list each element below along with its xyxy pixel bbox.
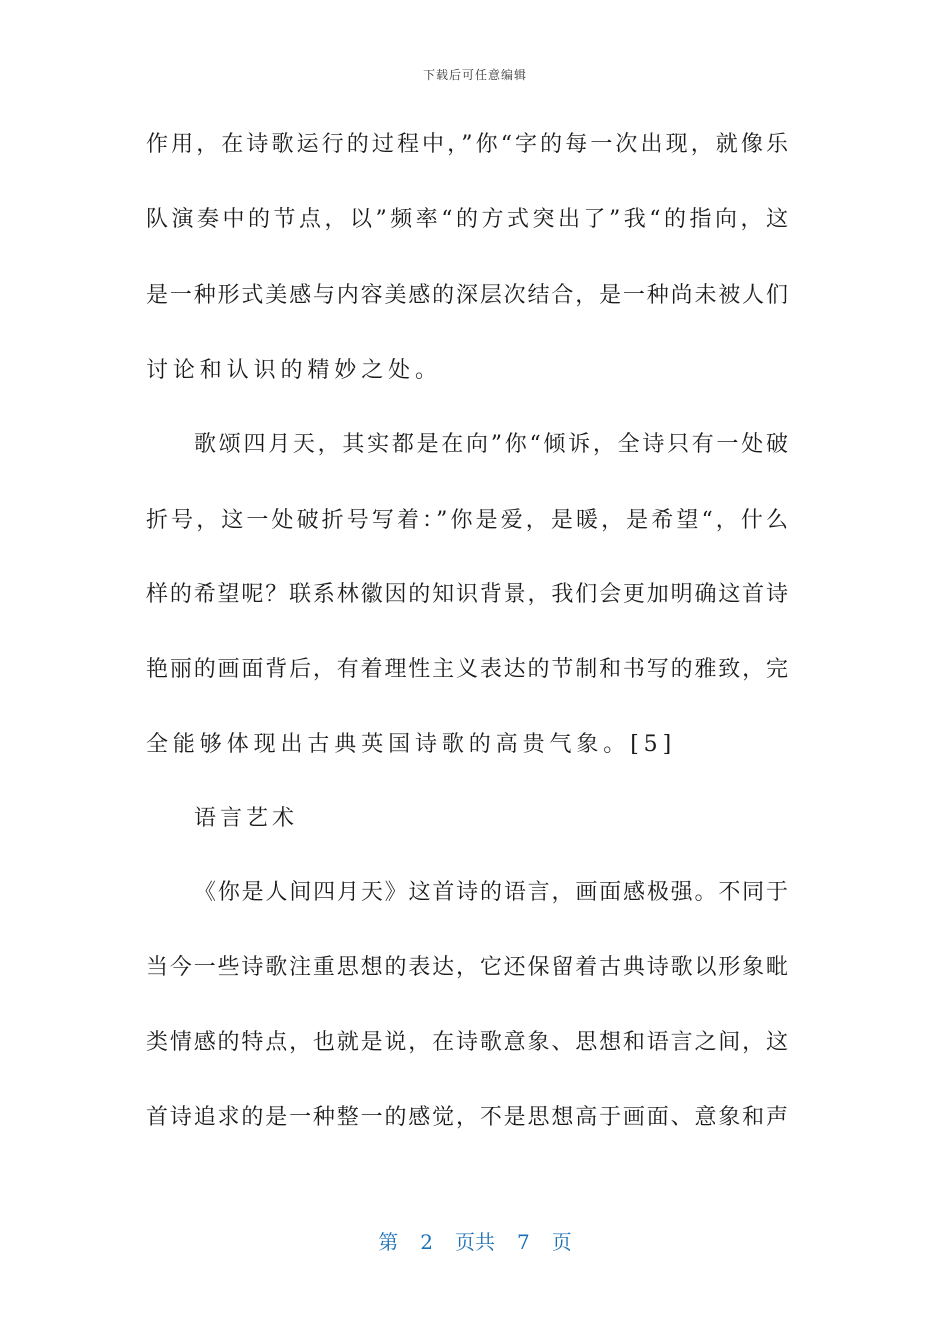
body-line: 歌颂四月天，其实都是在向”你“倾诉，全诗只有一处破	[194, 432, 788, 457]
body-line: 折号，这一处破折号写着：”你是爱，是暖，是希望“，什么	[146, 508, 788, 533]
body-line: 作用，在诗歌运行的过程中，”你“字的每一次出现，就像乐	[146, 132, 788, 157]
body-line: 类情感的特点，也就是说，在诗歌意象、思想和语言之间，这	[146, 1030, 788, 1055]
body-line: 是一种形式美感与内容美感的深层次结合，是一种尚未被人们	[146, 283, 788, 308]
section-heading: 语言艺术	[194, 806, 299, 831]
body-line: 艳丽的画面背后，有着理性主义表达的节制和书写的雅致，完	[146, 657, 788, 682]
page-number-footer	[0, 1226, 950, 1255]
current-page-number: 2	[420, 1230, 433, 1254]
header-note: 下载后可任意编辑	[422, 68, 527, 82]
body-line: 当今一些诗歌注重思想的表达，它还保留着古典诗歌以形象毗	[146, 955, 788, 980]
body-line: 队演奏中的节点，以”频率“的方式突出了”我“的指向，这	[146, 207, 788, 232]
page-label-prefix: 第	[378, 1230, 399, 1254]
body-line: 讨论和认识的精妙之处。	[146, 358, 442, 383]
body-line: 全能够体现出古典英国诗歌的高贵气象。[5]	[146, 732, 677, 757]
body-line: 样的希望呢？联系林徽因的知识背景，我们会更加明确这首诗	[146, 582, 788, 607]
total-pages-number: 7	[517, 1230, 530, 1254]
body-line: 《你是人间四月天》这首诗的语言，画面感极强。不同于	[194, 880, 788, 905]
body-line: 首诗追求的是一种整一的感觉，不是思想高于画面、意象和声	[146, 1105, 788, 1130]
page-label-suffix: 页	[551, 1230, 572, 1254]
page-label-mid: 页共	[455, 1230, 495, 1254]
